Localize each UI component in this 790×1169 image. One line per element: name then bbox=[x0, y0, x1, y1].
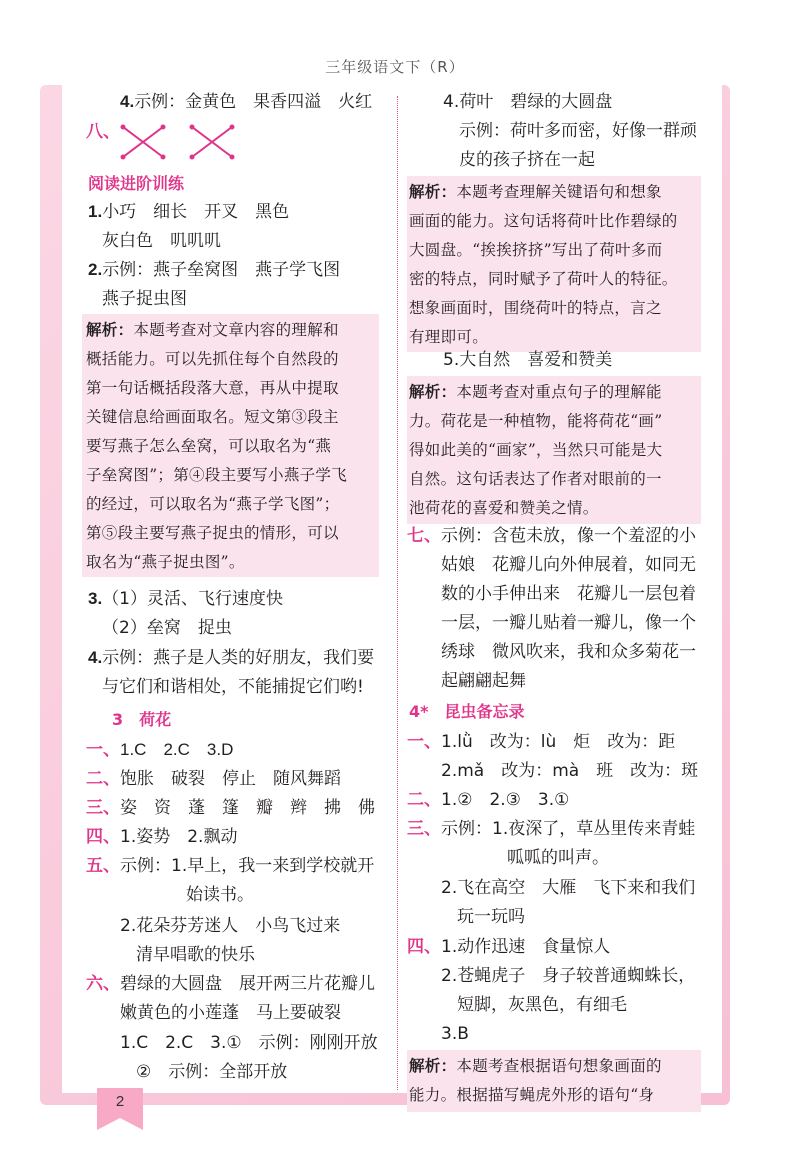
answer-line: 5.大自然 喜爱和赞美 bbox=[443, 350, 613, 370]
answer-line: 碧绿的大圆盘 展开两三片花瓣儿 bbox=[120, 974, 375, 994]
section-mark: 三、 bbox=[407, 819, 441, 839]
analysis-line: 取名为“燕子捉虫图”。 bbox=[86, 553, 245, 571]
page-number: 2 bbox=[115, 1093, 125, 1110]
section-title-reading: 阅读进阶训练 bbox=[88, 174, 185, 193]
answer-line: 1.动作迅速 食量惊人 bbox=[441, 937, 611, 957]
analysis-line: 关键信息给画面取名。短文第③段主 bbox=[86, 408, 339, 426]
answer-line: 玩一玩吗 bbox=[457, 907, 525, 927]
analysis-line: 大圆盘。“挨挨挤挤”写出了荷叶多而 bbox=[409, 241, 663, 259]
analysis-line: 密的特点，同时赋予了荷叶人的特征。 bbox=[409, 270, 678, 288]
section-mark: 七、 bbox=[407, 526, 441, 546]
answer-line: ② 示例：全部开放 bbox=[136, 1062, 288, 1082]
answer-line: 2.苍蝇虎子 身子较普通蜘蛛长， bbox=[441, 966, 696, 986]
section-mark: 一、 bbox=[86, 740, 120, 760]
analysis-line: 概括能力。可以先抓住每个自然段的 bbox=[86, 350, 339, 368]
analysis-line: 的经过，可以取名为“燕子学飞图”； bbox=[86, 495, 340, 513]
section-mark: 四、 bbox=[407, 937, 441, 957]
section-mark-8: 八、 bbox=[86, 122, 120, 142]
section-mark: 二、 bbox=[86, 769, 120, 789]
analysis-line: 子垒窝图”；第④段主要写小燕子学飞 bbox=[86, 466, 348, 484]
answer-line: 4.示例：金黄色 果香四溢 火红 bbox=[120, 92, 373, 112]
analysis-line: 想象画面时，围绕荷叶的特点，言之 bbox=[409, 299, 662, 317]
answer-line: 姑娘 花瓣儿向外伸展着，如同无 bbox=[441, 555, 696, 575]
section-mark: 四、 bbox=[86, 827, 120, 847]
answer-line: 1.② 2.③ 3.① bbox=[441, 790, 570, 810]
analysis-box-2 bbox=[407, 176, 701, 352]
answer-line: 始读书。 bbox=[186, 885, 254, 905]
section-mark: 二、 bbox=[407, 790, 441, 810]
answer-line: 清早唱歌的快乐 bbox=[136, 945, 255, 965]
analysis-line: 第⑤段主要写燕子捉虫的情形，可以 bbox=[86, 524, 339, 542]
answer-line: 灰白色 叽叽叽 bbox=[102, 231, 221, 251]
column-divider bbox=[397, 96, 398, 1090]
answer-line: 起翩翩起舞 bbox=[441, 671, 526, 691]
answer-line: 1.姿势 2.飘动 bbox=[120, 827, 238, 847]
answer-line: 短脚，灰黑色，有细毛 bbox=[457, 995, 627, 1015]
answer-line: 绣球 微风吹来，我和众多菊花一 bbox=[441, 642, 696, 662]
analysis-line: 力。荷花是一种植物，能将荷花“画” bbox=[409, 412, 663, 430]
analysis-line: 能力。根据描写蝇虎外形的语句“身 bbox=[409, 1086, 655, 1104]
answer-line: （2）垒窝 捉虫 bbox=[102, 618, 232, 638]
analysis-line: 解析：本题考查理解关键语句和想象 bbox=[409, 183, 662, 201]
answer-line: 2.示例：燕子垒窝图 燕子学飞图 bbox=[88, 260, 341, 280]
analysis-line: 解析：本题考查对重点句子的理解能 bbox=[409, 383, 662, 401]
section-mark: 五、 bbox=[86, 856, 120, 876]
answer-line: 数的小手伸出来 花瓣儿一层包着 bbox=[441, 584, 696, 604]
answer-line: 4.荷叶 碧绿的大圆盘 bbox=[443, 92, 613, 112]
answer-line: 1.C 2.C 3.① 示例：刚刚开放 bbox=[120, 1033, 378, 1053]
answer-line: 嫩黄色的小莲蓬 马上要破裂 bbox=[120, 1003, 341, 1023]
section-mark: 一、 bbox=[407, 732, 441, 752]
answer-line: 燕子捉虫图 bbox=[102, 289, 187, 309]
analysis-line: 画面的能力。这句话将荷叶比作碧绿的 bbox=[409, 212, 678, 230]
answer-line: 1.lǜ 改为：lù 炬 改为：距 bbox=[441, 732, 676, 752]
analysis-line: 池荷花的喜爱和赞美之情。 bbox=[409, 499, 599, 517]
answer-line: 1.小巧 细长 开叉 黑色 bbox=[88, 202, 290, 222]
answer-line: 呱呱的叫声。 bbox=[507, 848, 609, 868]
answer-line: 示例：1.早上，我一来到学校就开 bbox=[120, 856, 375, 876]
answer-line: 2.花朵芬芳迷人 小鸟飞过来 bbox=[120, 916, 341, 936]
analysis-line: 有理即可。 bbox=[409, 328, 489, 346]
matching-lines-1 bbox=[120, 124, 166, 160]
section-mark: 三、 bbox=[86, 798, 120, 818]
running-header: 三年级语文下（R） bbox=[325, 58, 465, 76]
analysis-line: 解析：本题考查对文章内容的理解和 bbox=[86, 321, 339, 339]
answer-line: 饱胀 破裂 停止 随风舞蹈 bbox=[120, 769, 341, 789]
answer-line: 皮的孩子挤在一起 bbox=[459, 150, 595, 170]
matching-lines-2 bbox=[189, 124, 235, 160]
answer-line: 2.mǎ 改为：mà 班 改为：斑 bbox=[441, 761, 699, 781]
answer-line: 一层，一瓣儿贴着一瓣儿，像一个 bbox=[441, 613, 696, 633]
section-mark: 六、 bbox=[86, 974, 120, 994]
analysis-line: 自然。这句话表达了作者对眼前的一 bbox=[409, 470, 662, 488]
analysis-line: 解析：本题考查根据语句想象画面的 bbox=[409, 1057, 662, 1075]
answer-line: 3.（1）灵活、飞行速度快 bbox=[88, 589, 284, 609]
answer-line: 4.示例：燕子是人类的好朋友，我们要 bbox=[88, 648, 375, 668]
answer-line: 1.C 2.C 3.D bbox=[120, 740, 234, 759]
answer-line: 示例：1.夜深了，草丛里传来青蛙 bbox=[441, 819, 696, 839]
lesson-title-3: 3 荷花 bbox=[112, 710, 172, 729]
analysis-line: 要写燕子怎么垒窝，可以取名为“燕 bbox=[86, 437, 332, 455]
answer-line: 2.飞在高空 大雁 飞下来和我们 bbox=[441, 878, 696, 898]
answer-line: 示例：荷叶多而密，好像一群顽 bbox=[459, 121, 697, 141]
answer-line: 姿 资 蓬 篷 瓣 辫 拂 佛 bbox=[120, 798, 375, 818]
analysis-box-1 bbox=[82, 314, 379, 577]
answer-line: 3.B bbox=[441, 1024, 469, 1044]
analysis-box-3 bbox=[407, 376, 701, 524]
answer-line: 示例：含苞未放，像一个羞涩的小 bbox=[441, 526, 696, 546]
lesson-title-4: 4* 昆虫备忘录 bbox=[409, 702, 525, 721]
answer-line: 与它们和谐相处，不能捕捉它们哟! bbox=[102, 677, 364, 697]
analysis-line: 得如此美的“画家”，当然只可能是大 bbox=[409, 441, 663, 459]
analysis-box-4 bbox=[407, 1050, 701, 1112]
analysis-line: 第一句话概括段落大意，再从中提取 bbox=[86, 379, 339, 397]
